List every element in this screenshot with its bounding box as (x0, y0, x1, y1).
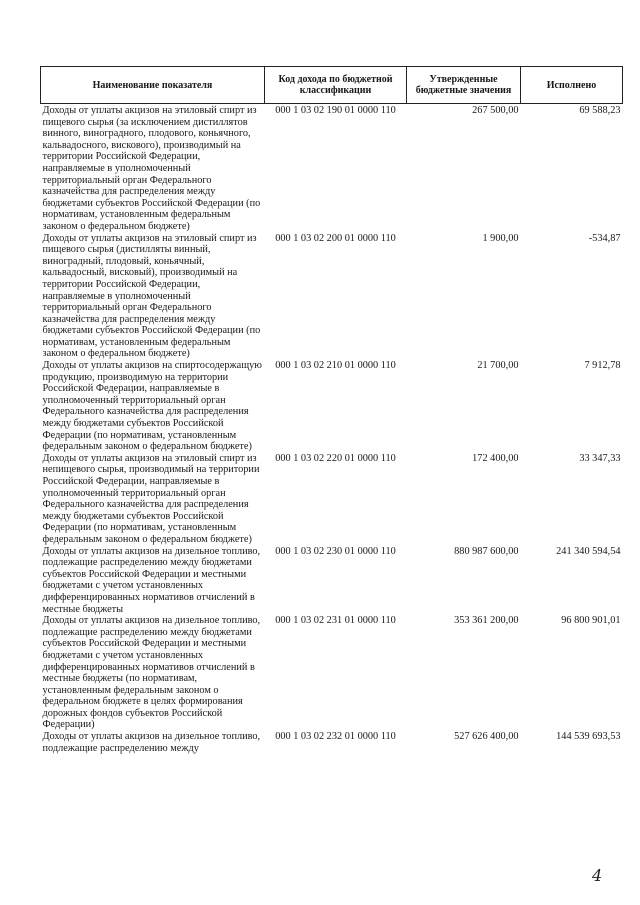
header-executed: Исполнено (521, 67, 623, 104)
budget-revenue-table (40, 66, 623, 754)
row-revenue-code: 000 1 03 02 210 01 0000 110 (275, 360, 396, 372)
row-executed-value: 69 588,23 (579, 105, 621, 116)
row-revenue-code: 000 1 03 02 200 01 0000 110 (275, 232, 396, 244)
row-executed-value: -534,87 (588, 232, 621, 244)
table-row (41, 615, 623, 731)
row-indicator-name: Доходы от уплаты акцизов на этиловый спирт из непищевого сырья, производимый на территории Российской Федерации, направляемые в уполномоченный территориальный орган Федерального казначейства для распределения между бюджетами субъектов Российской Федерации (по нормативам, установленным федеральным законом о федеральном бюджете) (42, 452, 260, 545)
row-executed-value: 144 539 693,53 (556, 731, 621, 743)
row-revenue-code: 000 1 03 02 220 01 0000 110 (275, 452, 396, 464)
row-executed-value: 33 347,33 (579, 452, 621, 464)
table-row (41, 453, 623, 546)
page-number: 4 (592, 866, 603, 885)
header-approved-values: Утвержденные бюджетные значения (407, 67, 521, 104)
row-approved-value: 880 987 600,00 (454, 545, 519, 557)
row-indicator-name: Доходы от уплаты акцизов на спиртосодержащую продукцию, производимую на территории Российской Федерации, направляемые в уполномоченный территориальный орган Федерального казначейства для распределения между бюджетами субъектов Российской Федерации (по нормативам, установленным федеральным законом о федеральном бюджете) (42, 360, 262, 453)
row-approved-value: 267 500,00 (472, 105, 519, 116)
table-row (41, 104, 623, 233)
row-approved-value: 172 400,00 (472, 452, 519, 464)
row-indicator-name: Доходы от уплаты акцизов на дизельное топливо, подлежащие распределению между бюджетами субъектов Российской Федерации и местными бюджетами с учетом установленных дифференцированных нормативов отчислений в местные бюджеты (42, 545, 261, 615)
table-row (41, 360, 623, 453)
row-indicator-name: Доходы от уплаты акцизов на дизельное топливо, подлежащие распределению между (42, 731, 261, 754)
row-indicator-name: Доходы от уплаты акцизов на этиловый спирт из пищевого сырья (за исключением дистиллятов винного, виноградного, плодового, коньячного, кальвадосного, вискового), производимый на территории Российской Федерации, направляемые в уполномоченный территориальный орган Федерального казначейства для распределения между бюджетами субъектов Российской Федерации (по нормативам, установленным федеральным законом о федеральном бюджете) (42, 105, 261, 232)
row-approved-value: 353 361 200,00 (454, 615, 519, 627)
row-revenue-code: 000 1 03 02 232 01 0000 110 (275, 731, 396, 743)
row-executed-value: 241 340 594,54 (556, 545, 621, 557)
table-row (41, 233, 623, 361)
row-revenue-code: 000 1 03 02 231 01 0000 110 (275, 615, 396, 627)
row-approved-value: 527 626 400,00 (454, 731, 519, 743)
row-indicator-name: Доходы от уплаты акцизов на дизельное топливо, подлежащие распределению между бюджетами субъектов Российской Федерации и местными бюджетами с учетом установленных дифференцированных нормативов отчислений в местные бюджеты (по нормативам, установленным федеральным законом о федеральном бюджете в целях формирования дорожных фондов субъектов Российской Федерации) (42, 615, 261, 731)
row-revenue-code: 000 1 03 02 230 01 0000 110 (275, 545, 396, 557)
header-indicator-name: Наименование показателя (41, 67, 265, 104)
row-executed-value: 7 912,78 (584, 360, 621, 372)
row-executed-value: 96 800 901,01 (561, 615, 621, 627)
table-header-row (41, 67, 623, 104)
budget-table-container (40, 66, 622, 905)
row-approved-value: 21 700,00 (477, 360, 519, 372)
row-indicator-name: Доходы от уплаты акцизов на этиловый спирт из пищевого сырья (дистилляты винный, виноградный, плодовый, коньячный, кальвадосный, висковый), производимый на территории Российской Федерации, направляемые в уполномоченный территориальный орган Федерального казначейства для распределения между бюджетами субъектов Российской Федерации (по нормативам, установленным федеральным законом о федеральном бюджете) (42, 232, 261, 360)
table-row (41, 731, 623, 754)
header-revenue-code: Код дохода по бюджетной классификации (265, 67, 407, 104)
row-revenue-code: 000 1 03 02 190 01 0000 110 (275, 105, 396, 116)
row-approved-value: 1 900,00 (482, 232, 519, 244)
table-row (41, 546, 623, 616)
